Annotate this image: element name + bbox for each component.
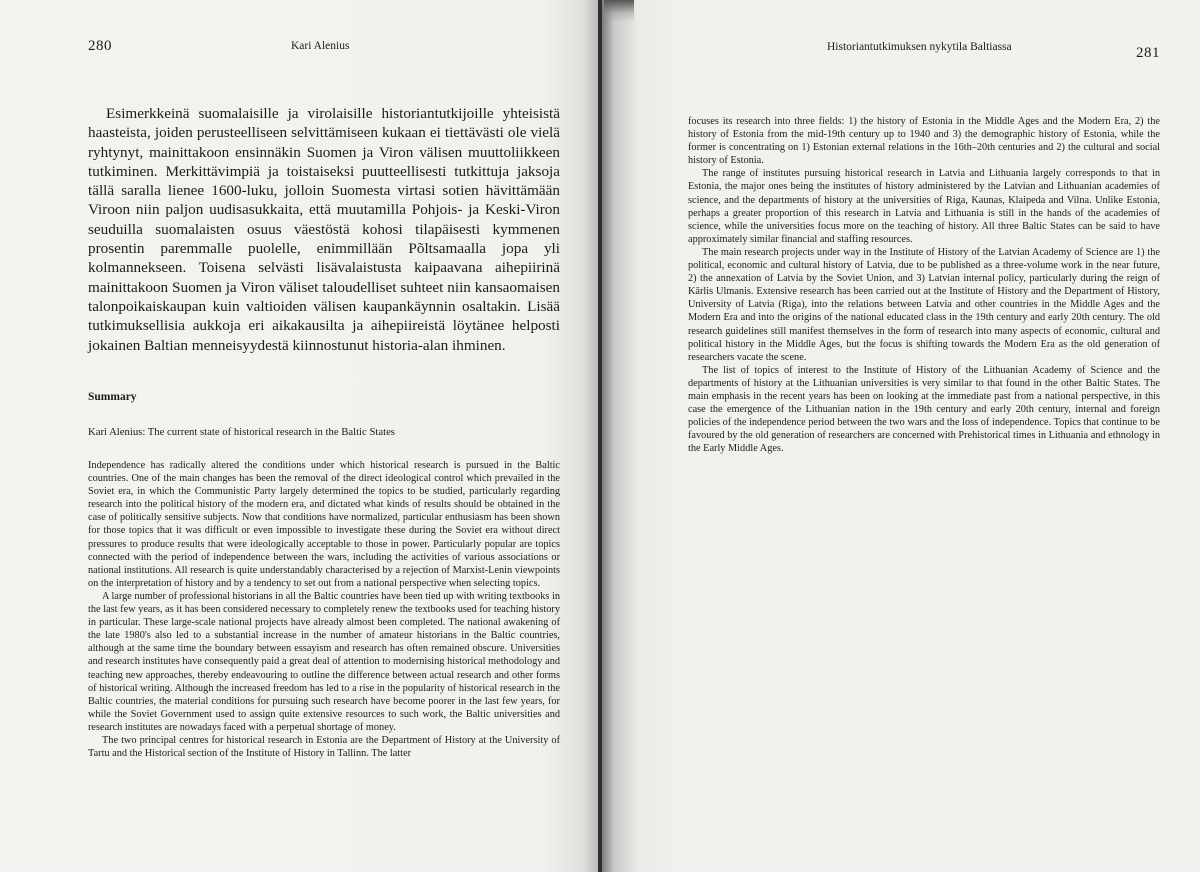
running-head: Historiantutkimuksen nykytila Baltiassa	[827, 41, 1012, 53]
summary-paragraph: The range of institutes pursuing historical research in Latvia and Lithuania largely corresponds to that in Estonia, the major ones being the institutes of history administered by the Latvian and Lithuanian academies of science, and the departments of history at the universities of Riga, Kaunas, Klaipeda and Vilna. Unlike Estonia, perhaps a greater proportion of this research in Latvia and Lithuania is still in the hands of the academies of science, while the universities focus more on the teaching of history. All three Baltic States can be said to have approximately similar financial and staffing resources.	[688, 168, 1160, 245]
page-corner-shadow	[604, 0, 634, 22]
summary-paragraph: Independence has radically altered the conditions under which historical research is pursued in the Baltic countries. One of the main changes has been the removal of the direct ideological control which prevailed in the Soviet era, in which the Communistic Party largely determined the topics to be studied, particularly regarding research into the political history of the modern era, and dictated what kinds of results should be obtained in the case of politically sensitive subjects. Now that conditions have normalized, particular enthusiasm has been shown for those topics that it was difficult or even impossible to investigate these during the Soviet era without direct pressures to produce results that were ideologically acceptable to those in power. Particularly popular are topics connected with the period of independence between the wars, including the activities of various associations or national institutions. All research is quite understandably characterised by a rejection of Marxist-Lenin viewpoints on the interpretation of history and by a tendency to set out from a national perspective when selecting topics.	[88, 460, 560, 589]
summary-paragraph: The list of topics of interest to the Institute of History of the Lithuanian Academy of Science and the departments of history at the Lithuanian universities is very similar to that found in the other Baltic States. The main emphasis in the recent years has been on looking at the immediate past from a national perspective, in this case the emergence of the Lithuanian nation in the 19th century and early 20th century, internal and foreign policies of the independence period between the two wars and the loss of independence. Topics that continue to be favoured by the old generation of researchers are concerned with Prehistorical times in Lithuania and ethnology in the Early Middle Ages.	[688, 364, 1160, 455]
page-number: 281	[1136, 45, 1160, 61]
running-head: Kari Alenius	[291, 40, 350, 52]
summary-paragraph: The main research projects under way in the Institute of History of the Latvian Academy of Science are 1) the political, economic and cultural history of Latvia, due to be published as a three-volume work in the near future, 2) the annexation of Latvia by the Soviet Union, and 3) Latvian internal policy, particularly during the reign of Kārlis Ulmanis. Extensive research has been carried out at the Institute of History and the Department of History, University of Latvia (Riga), into the relations between Latvia and other countries in the Middle Ages and the Modern Era and into the origins of the national educated class in the 19th century and early 20th century. The old research guidelines still manifest themselves in the form of research into many aspects of economic, cultural and political history in the Middle Ages, but the focus is shifting towards the Modern Era as the old generation of researchers vacate the scene.	[688, 246, 1160, 363]
summary-body-right	[688, 115, 1160, 455]
summary-paragraph: A large number of professional historians in all the Baltic countries have been tied up with writing textbooks in the last few years, as it has been considered necessary to completely renew the textbooks used for teaching history in particular. These large-scale national projects have already almost been completed. The national awakening of the late 1980's also led to a substantial increase in the number of amateur historians in the Baltic countries, although at the same time the boundary between essayism and research has often remained obscure. Universities and research institutes have consequently paid a great deal of attention to modernising historical methodology and teaching new approaches, thereby endeavouring to outline the difference between actual research and other forms of historical writing. Although the increased freedom has led to a rise in the popularity of historical research in the Baltic countries, the material conditions for pursuing such research have become poorer in the last few years, for while the Soviet Government used to assign quite extensive resources to such work, the Baltic universities and research institutes are nowadays faced with a perpetual shortage of money.	[88, 590, 560, 733]
finnish-paragraph: Esimerkkeinä suomalaisille ja virolaisille historiantutkijoille yhteisistä haasteista, joiden perusteelliseen selvittämiseen kukaan ei tiettävästi ole vielä ryhtynyt, mainittakoon ensinnäkin Suomen ja Viron välisen muuttoliikkeen tutkiminen. Merkittävimpiä ja toistaiseksi puutteellisesti tutkittuja jaksoja tällä saralla lienee 1600-luku, jolloin Suomesta virtasi sotien hävittämään Viroon niin paljon uudisasukkaita, että muutamilla Pohjois- ja Keski-Viron seuduilla suomalaisten osuus väestöstä kohosi tilapäisesti kymmenen prosentin paremmalle puolelle, enimmillään Põltsamaalla jopa yli kolmannekseen. Toisena selvästi lisävalaistusta kaipaavana aihepiirinä mainittakoon Suomen ja Viron väliset taloudelliset suhteet niin kansaomaisen talonpoikaiskaupan kuin valtioiden välisen kaupankäynnin osaltakin. Lisää tutkimuksellisia aukkoja eri aikakausilta ja aihepiireistä löytänee helposti jokainen Baltian menneisyydestä kiinnostunut historia-alan ihminen.	[88, 105, 560, 354]
summary-body-left	[88, 459, 560, 760]
summary-subtitle: Kari Alenius: The current state of historical research in the Baltic States	[88, 426, 395, 438]
page-number: 280	[88, 38, 112, 54]
summary-heading: Summary	[88, 391, 137, 403]
summary-paragraph: The two principal centres for historical research in Estonia are the Department of History at the University of Tartu and the Historical section of the Institute of History in Tallinn. The latter	[88, 734, 560, 760]
summary-paragraph: focuses its research into three fields: 1) the history of Estonia in the Middle Ages and the Modern Era, 2) the history of Estonia from the mid-19th century up to 1940 and 3) the demographic history of Estonia, while the former is concentrating on 1) Estonian external relations in the 16th–20th centuries and 2) the cultural and social history of Estonia.	[688, 116, 1160, 167]
